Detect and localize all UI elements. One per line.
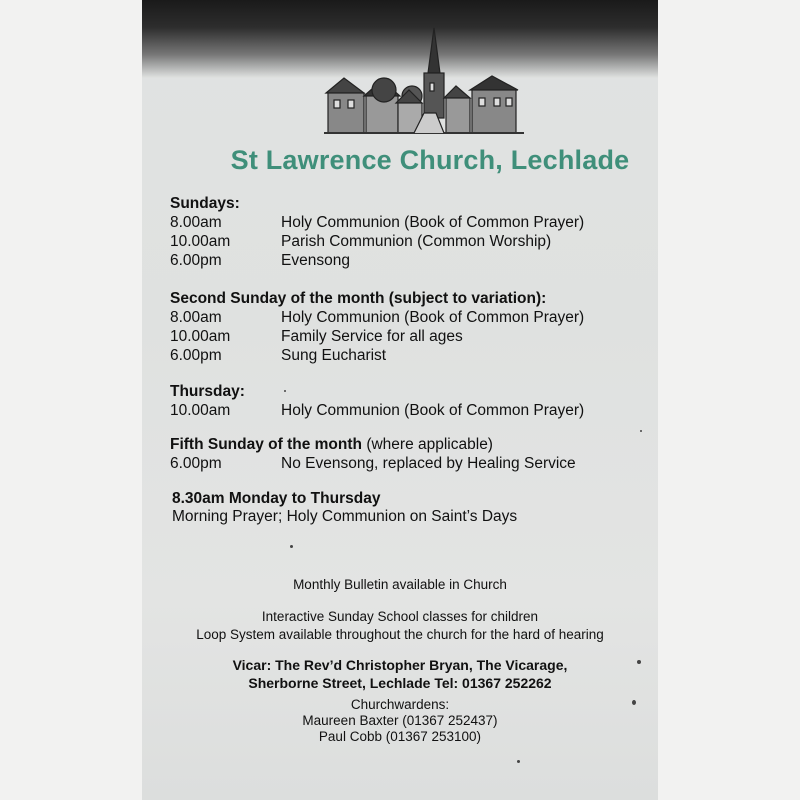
churchwarden-name: Paul Cobb (01367 253100) [318, 729, 482, 744]
service-row [170, 454, 630, 473]
speck [517, 760, 520, 763]
service-row [170, 327, 630, 346]
speck [290, 545, 293, 548]
service-name: Parish Communion (Common Worship) [281, 233, 552, 250]
service-time: 8.00am [170, 214, 222, 231]
service-time: 10.00am [170, 328, 231, 345]
churchwardens-heading: Churchwardens: [350, 697, 450, 712]
speck [637, 660, 641, 664]
frame-right [658, 0, 800, 800]
service-row [170, 251, 630, 270]
service-row [170, 213, 630, 232]
service-row [170, 401, 630, 420]
service-time: 10.00am [170, 233, 231, 250]
fifth-sunday-section [170, 436, 630, 473]
service-time: 6.00pm [170, 252, 222, 269]
service-row [170, 346, 630, 365]
frame-left [0, 0, 142, 800]
weekday-heading: 8.30am Monday to Thursday [172, 490, 381, 507]
service-time: 6.00pm [170, 455, 222, 472]
second-sunday-heading: Second Sunday of the month (subject to variation): [170, 290, 547, 307]
speck [284, 390, 286, 392]
bulletin-text: Monthly Bulletin available in Church [293, 577, 507, 592]
service-time: 6.00pm [170, 347, 222, 364]
service-name: Sung Eucharist [281, 347, 387, 364]
churchwarden-name: Maureen Baxter (01367 252437) [302, 713, 498, 728]
church-town-illustration [324, 18, 524, 138]
thursday-heading: Thursday: [170, 383, 245, 400]
service-name: Family Service for all ages [281, 328, 463, 345]
service-name: Holy Communion (Book of Common Prayer) [281, 402, 585, 419]
service-time: 8.00am [170, 309, 222, 326]
speck [632, 700, 636, 705]
loop-system-text: Loop System available throughout the church for the hard of hearing [196, 627, 604, 642]
service-name: No Evensong, replaced by Healing Service [281, 455, 576, 472]
service-time: 10.00am [170, 402, 231, 419]
service-name: Holy Communion (Book of Common Prayer) [281, 214, 585, 231]
thursday-section [170, 383, 630, 420]
sundays-heading: Sundays: [170, 195, 240, 212]
service-name: Holy Communion (Book of Common Prayer) [281, 309, 585, 326]
service-row [170, 232, 630, 251]
vicar-line-1: Vicar: The Rev’d Christopher Bryan, The Vicarage, [232, 657, 568, 673]
fifth-sunday-heading-note: (where applicable) [362, 436, 493, 453]
fifth-sunday-heading [170, 436, 630, 454]
sunday-school-text: Interactive Sunday School classes for children [261, 609, 539, 624]
weekday-text: Morning Prayer; Holy Communion on Saint’s Days [172, 508, 518, 525]
speck [640, 430, 642, 432]
notice-sheet [142, 0, 658, 800]
sundays-section [170, 195, 630, 270]
weekday-section [172, 490, 632, 526]
service-name: Evensong [281, 252, 350, 269]
church-title: St Lawrence Church, Lechlade [230, 145, 630, 175]
service-row [170, 308, 630, 327]
vicar-line-2: Sherborne Street, Lechlade Tel: 01367 252262 [248, 675, 552, 691]
second-sunday-section [170, 290, 630, 365]
fifth-sunday-heading-bold: Fifth Sunday of the month [170, 436, 363, 453]
